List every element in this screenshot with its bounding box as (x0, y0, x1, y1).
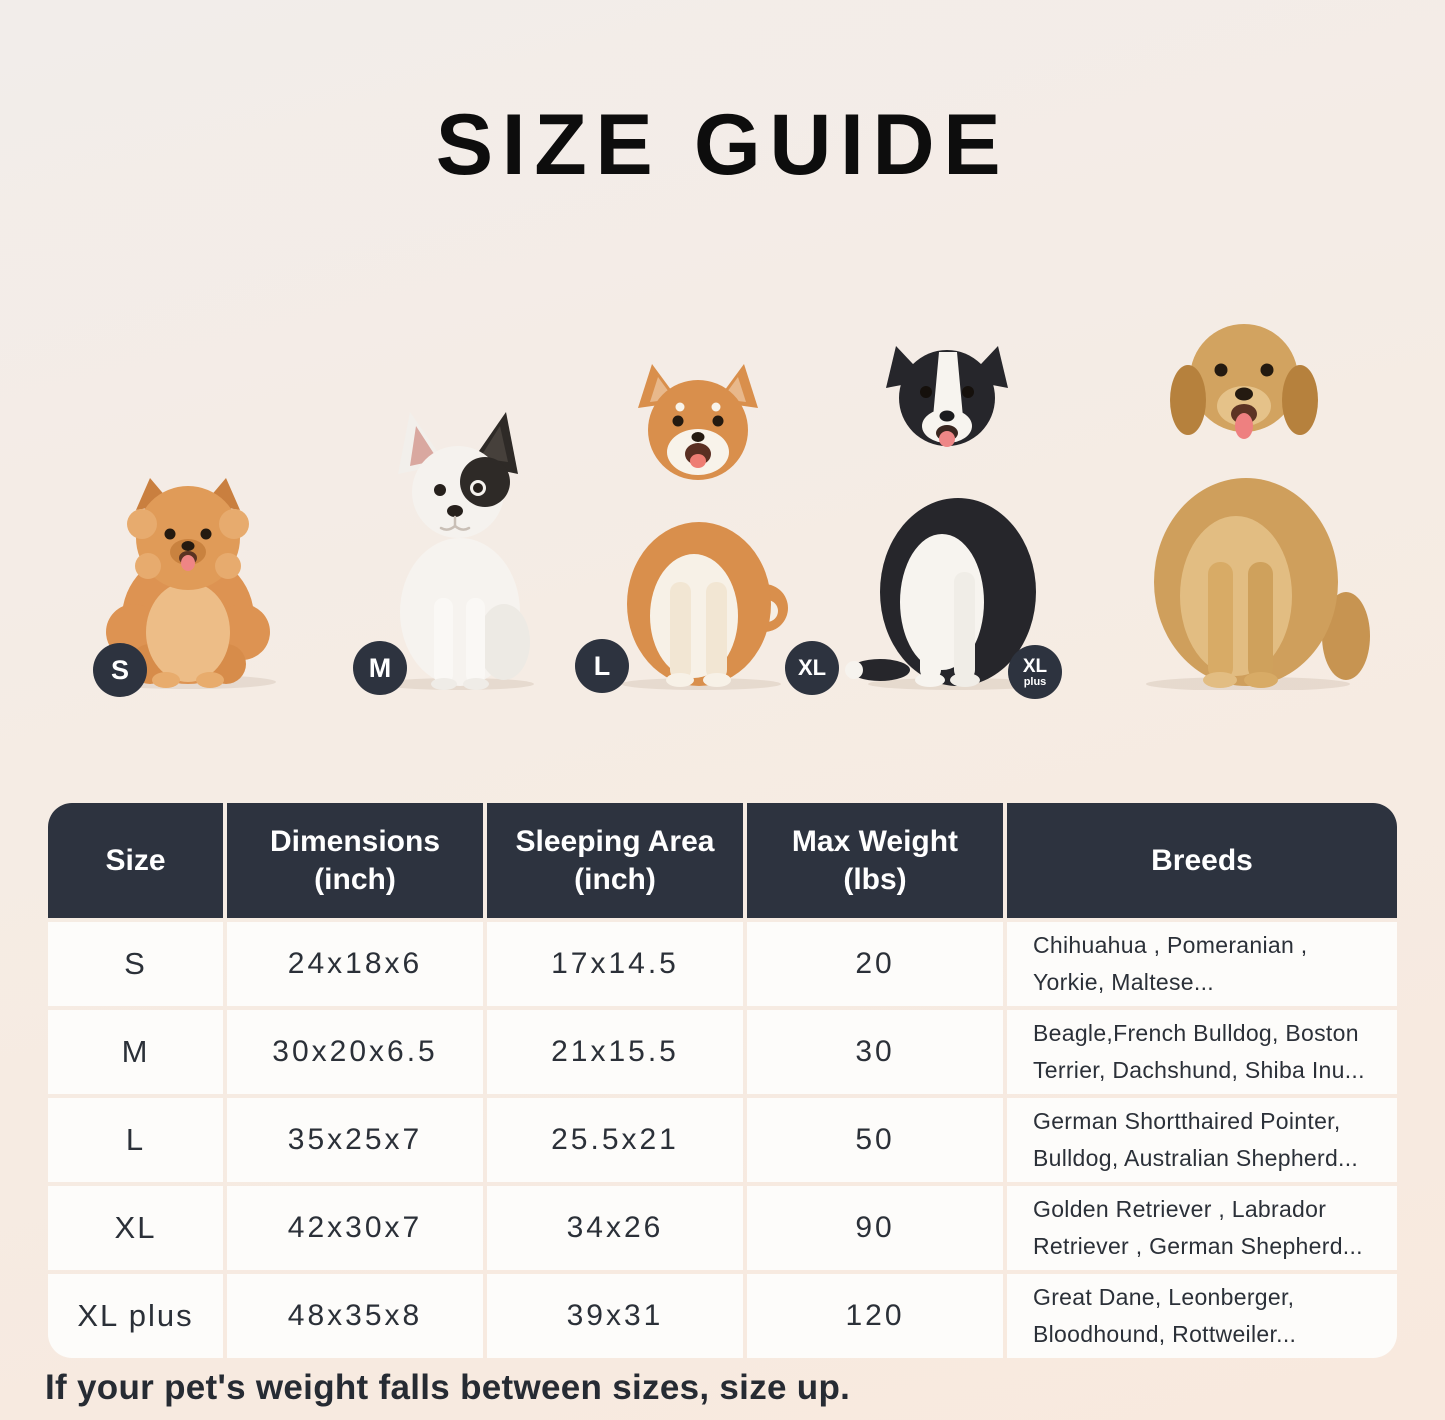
header-sleeping-area-label: Sleeping Area (515, 824, 715, 858)
row-m-dimensions: 30x20x6.5 (227, 1010, 483, 1094)
size-badge-xl (785, 641, 839, 695)
row-m-sleeping-area: 21x15.5 (487, 1010, 743, 1094)
size-table (48, 803, 1397, 1358)
size-badge-m (353, 641, 407, 695)
size-badge-m-label: M (368, 652, 392, 683)
footer-note: If your pet's weight falls between sizes, size up. (45, 1368, 851, 1407)
row-s-size: S (48, 922, 223, 1006)
row-s-breeds: Chihuahua , Pomeranian , Yorkie, Maltese... (1007, 922, 1397, 1006)
row-s-sleeping-area: 17x14.5 (487, 922, 743, 1006)
row-l-sleeping-area: 25.5x21 (487, 1098, 743, 1182)
row-xl-plus-sleeping-area: 39x31 (487, 1274, 743, 1358)
row-xl-breeds: Golden Retriever , Labrador Retriever , German Shepherd... (1007, 1186, 1397, 1270)
size-badge-xl-plus-sublabel: plus (1023, 675, 1047, 688)
header-size-label: Size (105, 843, 166, 877)
row-m-breeds: Beagle,French Bulldog, Boston Terrier, Dachshund, Shiba Inu... (1007, 1010, 1397, 1094)
row-xl-plus-dimensions: 48x35x8 (227, 1274, 483, 1358)
size-badge-s-label: S (110, 654, 129, 685)
header-breeds-label: Breeds (1151, 843, 1253, 877)
size-badge-xl-label: XL (797, 655, 827, 680)
border-collie-icon (838, 330, 1068, 690)
dog-image-golden-retriever (1118, 310, 1378, 690)
dog-image-border-collie (838, 330, 1068, 690)
dog-size-lineup (0, 290, 1445, 700)
row-s-dimensions: 24x18x6 (227, 922, 483, 1006)
header-size (48, 803, 223, 918)
header-dimensions-label: Dimensions (269, 824, 441, 858)
size-badge-xl-plus (1008, 645, 1062, 699)
shiba-inu-icon (593, 350, 806, 690)
row-xl-dimensions: 42x30x7 (227, 1186, 483, 1270)
dog-image-shiba-inu (593, 350, 806, 690)
row-xl-plus-max-weight: 120 (747, 1274, 1003, 1358)
row-m-max-weight: 30 (747, 1010, 1003, 1094)
header-breeds (1007, 803, 1397, 918)
size-badge-s (93, 643, 147, 697)
size-badge-xl-plus-label: XL (1022, 655, 1048, 677)
size-badge-l-label: L (593, 650, 611, 681)
page-title: SIZE GUIDE (435, 97, 1010, 193)
header-sleeping-area: Sleeping Area (inch) (487, 803, 743, 918)
row-xl-plus-breeds: Great Dane, Leonberger, Bloodhound, Rottweiler... (1007, 1274, 1397, 1358)
row-xl-max-weight: 90 (747, 1186, 1003, 1270)
row-l-breeds: German Shortthaired Pointer, Bulldog, Australian Shepherd... (1007, 1098, 1397, 1182)
row-l-dimensions: 35x25x7 (227, 1098, 483, 1182)
header-dimensions: Dimensions (inch) (227, 803, 483, 918)
row-m-size: M (48, 1010, 223, 1094)
row-xl-sleeping-area: 34x26 (487, 1186, 743, 1270)
row-xl-plus-size: XL plus (48, 1274, 223, 1358)
row-l-size: L (48, 1098, 223, 1182)
row-xl-size: XL (48, 1186, 223, 1270)
header-max-weight-label: Max Weight (791, 824, 959, 858)
row-l-max-weight: 50 (747, 1098, 1003, 1182)
header-max-weight: Max Weight (lbs) (747, 803, 1003, 918)
size-badge-l (575, 639, 629, 693)
row-s-max-weight: 20 (747, 922, 1003, 1006)
golden-retriever-icon (1118, 310, 1378, 690)
